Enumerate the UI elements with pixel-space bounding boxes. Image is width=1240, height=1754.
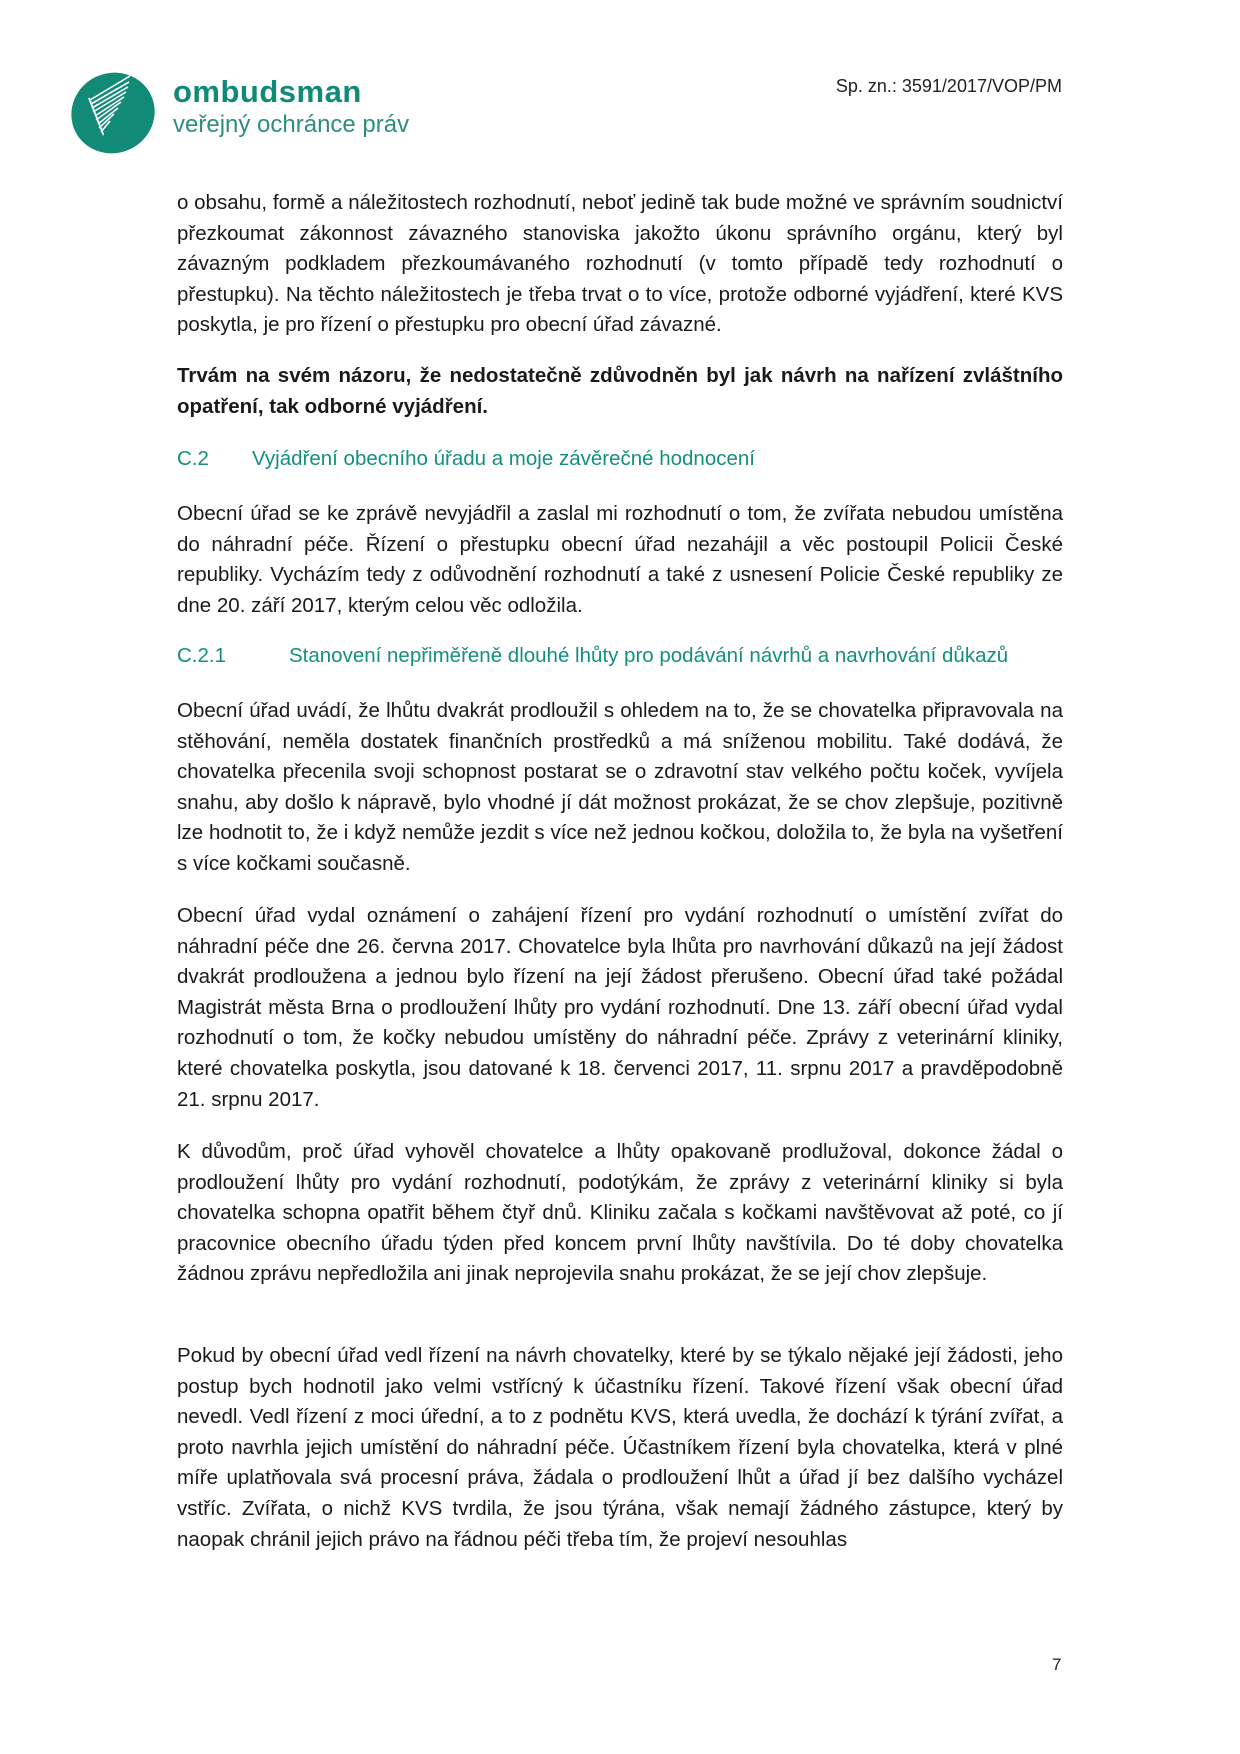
section-heading-c2 [177, 444, 755, 474]
brand-name: ombudsman [173, 74, 362, 109]
paragraph-2: Obecní úřad se ke zprávě nevyjádřil a zaslal mi rozhodnutí o tom, že zvířata nebudou umístěna do náhradní péče. Řízení o přestupku obecní úřad nezahájil a věc postoupil Policii České republiky. Vycházím tedy z odůvodnění rozhodnutí a také z usnesení Policie České republiky ze dne 20. září 2017, kterým celou věc odložila. [177, 502, 1063, 617]
page-number: 7 [1052, 1655, 1062, 1674]
reference-number: Sp. zn.: 3591/2017/VOP/PM [835, 76, 1062, 96]
ombudsman-logo-icon [68, 68, 158, 156]
section-title: Vyjádření obecního úřadu a moje závěrečné hodnocení [252, 447, 755, 470]
section-heading-c21 [177, 641, 1008, 671]
paragraph-6: Pokud by obecní úřad vedl řízení na návrh chovatelky, které by se týkalo nějaké její žádosti, jeho postup bych hodnotil jako velmi vstřícný k účastníku řízení. Takové řízení však obecní úřad nevedl. Vedl řízení z moci úřední, a to z podnětu KVS, která uvedla, že dochází k týrání zvířat, a proto navrhla jejich umístění do náhradní péče. Účastníkem řízení byla chovatelka, která v plné míře uplatňovala svá procesní práva, žádala o prodloužení lhůt a úřad jí bez dalšího vycházel vstříc. Zvířata, o nichž KVS tvrdila, že jsou týrána, však nemají žádného zástupce, který by naopak chránil jejich právo na řádnou péči třeba tím, že projeví nesouhlas [177, 1344, 1063, 1551]
bold-statement: Trvám na svém názoru, že nedostatečně zdůvodněn byl jak návrh na nařízení zvláštního opatření, tak odborné vyjádření. [177, 364, 1063, 418]
paragraph-4: Obecní úřad vydal oznámení o zahájení řízení pro vydání rozhodnutí o umístění zvířat do náhradní péče dne 26. června 2017. Chovatelce byla lhůta pro navrhování důkazů na její žádost dvakrát prodloužena a jednou bylo řízení na její žádost přerušeno. Obecní úřad také požádal Magistrát města Brna o prodloužení lhůty pro vydání rozhodnutí. Dne 13. září obecní úřad vydal rozhodnutí o tom, že kočky nebudou umístěny do náhradní péče. Zprávy z veterinární kliniky, které chovatelka poskytla, jsou datované k 18. červenci 2017, 11. srpnu 2017 a pravděpodobně 21. srpnu 2017. [177, 904, 1063, 1111]
section-number: C.2 [177, 447, 209, 470]
paragraph-1: o obsahu, formě a náležitostech rozhodnutí, neboť jedině tak bude možné ve správním soudnictví přezkoumat zákonnost závazného stanoviska jakožto úkonu správního orgánu, který byl závazným podkladem přezkoumávaného rozhodnutí (v tomto případě tedy rozhodnutí o přestupku). Na těchto náležitostech je třeba trvat o to více, protože odborné vyjádření, které KVS poskytla, je pro řízení o přestupku pro obecní úřad závazné. [177, 191, 1063, 337]
brand-tagline: veřejný ochránce práv [173, 111, 410, 138]
paragraph-3: Obecní úřad uvádí, že lhůtu dvakrát prodloužil s ohledem na to, že se chovatelka připravovala na stěhování, neměla dostatek finančních prostředků a má sníženou mobilitu. Také dodává, že chovatelka přecenila svoji schopnost postarat se o zdravotní stav velkého počtu koček, vyvíjela snahu, aby došlo k nápravě, bylo vhodné jí dát možnost prokázat, že se chov zlepšuje, pozitivně lze hodnotit to, že i když nemůže jezdit s více než jednou kočkou, doložila to, že byla na vyšetření s více kočkami současně. [177, 699, 1063, 875]
section-title: Stanovení nepřiměřeně dlouhé lhůty pro podávání návrhů a navrhování důkazů [289, 644, 1009, 667]
section-number: C.2.1 [177, 644, 226, 667]
paragraph-5: K důvodům, proč úřad vyhověl chovatelce a lhůty opakovaně prodlužoval, dokonce žádal o prodloužení lhůty pro vydání rozhodnutí, podotýkám, že zprávy z veterinární kliniky si byla chovatelka schopna opatřit během čtyř dnů. Kliniku začala s kočkami navštěvovat až poté, co jí pracovnice obecního úřadu týden před koncem první lhůty navštívila. Do té doby chovatelka žádnou zprávu nepředložila ani jinak neprojevila snahu prokázat, že se její chov zlepšuje. [177, 1140, 1063, 1286]
brand-wordmark [173, 74, 409, 140]
